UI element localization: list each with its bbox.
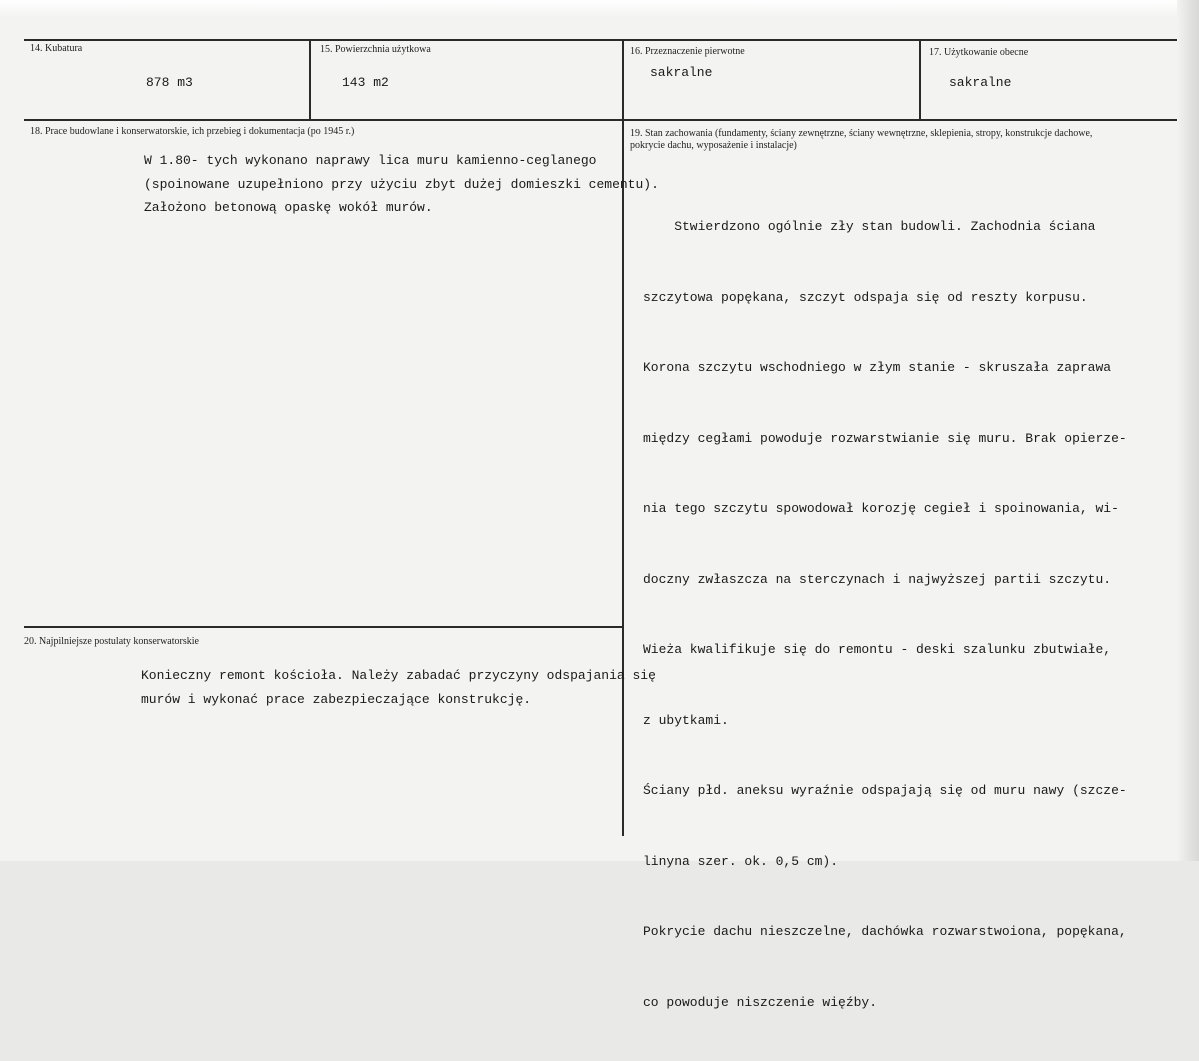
col-divider-c — [919, 39, 921, 121]
stan-line: co powoduje niszczenie więźby. — [643, 994, 878, 1010]
paper-right-edge — [1177, 0, 1199, 861]
prace-line: Założono betonową opaskę wokół murów. — [144, 200, 433, 215]
postulaty-text — [141, 664, 656, 711]
stan-line: nia tego szczytu spowodował korozję cegieł i spoinowania, wi- — [643, 501, 1119, 516]
top-border — [24, 39, 1179, 41]
paper-top-edge — [0, 0, 1199, 18]
postulaty-line: Konieczny remont kościoła. Należy zabadać przyczyny odspajania się — [141, 668, 656, 683]
stan-label-line: 19. Stan zachowania (fundamenty, ściany zewnętrzne, ściany wewnętrzne, sklepienia, stropy, konstrukcje dachowe, — [630, 128, 1093, 139]
postulaty-line: murów i wykonać prace zabezpieczające konstrukcję. — [141, 691, 532, 707]
kubatura-label: 14. Kubatura — [30, 43, 83, 54]
row-divider-2 — [24, 626, 624, 628]
stan-line: doczny zwłaszcza na sterczynach i najwyższej partii szczytu. — [643, 571, 1112, 587]
kubatura-value: 878 m3 — [146, 75, 193, 90]
stan-line: z ubytkami. — [643, 712, 729, 728]
prace-label: 18. Prace budowlane i konserwatorskie, ich przebieg i dokumentacja (po 1945 r.) — [30, 126, 355, 137]
postulaty-label: 20. Najpilniejsze postulaty konserwatorskie — [24, 636, 199, 647]
prace-line: (spoinowane uzupełniono przy użyciu zbyt dużej domieszki cementu). — [144, 176, 659, 192]
przeznaczenie-value: sakralne — [650, 65, 713, 80]
stan-label-line: pokrycie dachu, wyposażenie i instalacje) — [630, 140, 797, 151]
prace-line: W 1.80- tych wykonano naprawy lica muru kamienno-ceglanego — [144, 153, 597, 168]
powierzchnia-value: 143 m2 — [342, 75, 389, 90]
uzytkowanie-label: 17. Użytkowanie obecne — [929, 47, 1029, 58]
stan-line: Wieża kwalifikuje się do remontu - deski szalunku zbutwiałe, — [643, 642, 1112, 657]
prace-text — [144, 149, 659, 220]
stan-line: Pokrycie dachu nieszczelne, dachówka rozwarstwoiona, popękana, — [643, 924, 1127, 939]
stan-line: między cegłami powoduje rozwarstwianie się muru. Brak opierze- — [643, 430, 1127, 446]
stan-line: Stwierdzono ogólnie zły stan budowli. Zachodnia ściana — [643, 219, 1096, 234]
stan-line: Korona szczytu wschodniego w złym stanie - skruszała zaprawa — [643, 360, 1112, 375]
col-divider-a — [309, 39, 311, 121]
uzytkowanie-value: sakralne — [949, 75, 1012, 90]
stan-line: linyna szer. ok. 0,5 cm). — [643, 853, 839, 869]
powierzchnia-label: 15. Powierzchnia użytkowa — [320, 44, 431, 55]
przeznaczenie-label: 16. Przeznaczenie pierwotne — [630, 46, 745, 57]
stan-line: szczytowa popękana, szczyt odspaja się od reszty korpusu. — [643, 289, 1088, 305]
stan-label — [630, 128, 1092, 152]
stan-text — [643, 168, 1127, 1061]
stan-line: Ściany płd. aneksu wyraźnie odspajają się od muru nawy (szcze- — [643, 783, 1127, 798]
row-divider-1 — [24, 119, 1179, 121]
